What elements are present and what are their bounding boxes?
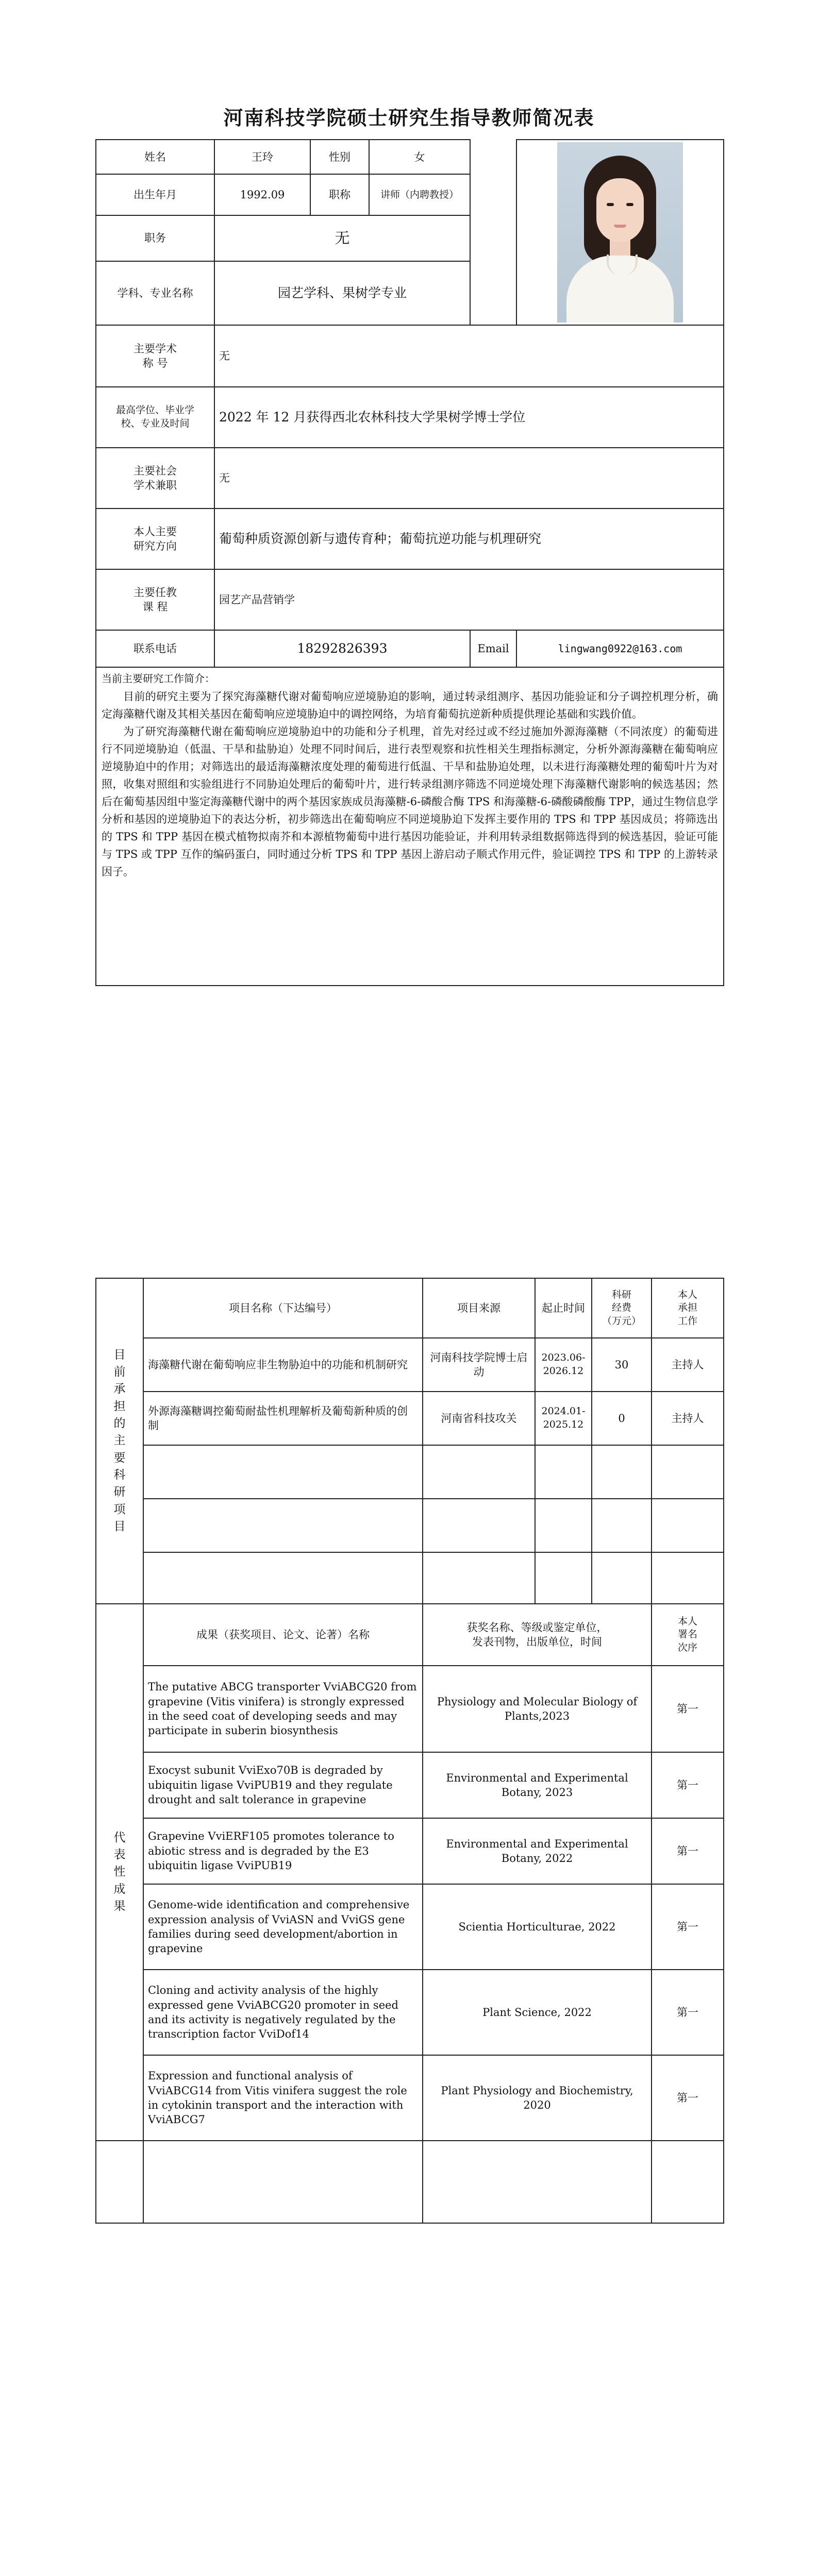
achievement-name: Cloning and activity analysis of the highly expressed gene VviABCG20 promoter in seed and its activity is negatively regulated by the transcription factor VviDof14 [143,1970,423,2055]
degree-label: 最高学位、毕业学 校、专业及时间 [96,387,214,448]
projects-col-period: 起止时间 [535,1278,592,1338]
title-value: 讲师（内聘教授） [369,174,470,215]
work-paragraph: 目前的研究主要为了探究海藻糖代谢对葡萄响应逆境胁迫的影响，通过转录组测序、基因功能验证和分子调控机理分析，确定海藻糖代谢及其相关基因在葡萄响应逆境胁迫中的调控网络，为培育葡萄抗逆新种质提供理论基础和实践价值。 [102,690,718,721]
project-period: 2023.06-2026.12 [535,1338,592,1392]
research-label: 本人主要 研究方向 [96,509,214,569]
achievements-col-name: 成果（获奖项目、论文、论著）名称 [143,1604,423,1666]
phone-label: 联系电话 [96,630,214,667]
achievement-name: Exocyst subunit VviExo70B is degraded by ubiquitin ligase VviPUB19 and they regulate drought and salt tolerance in grapevine [143,1752,423,1818]
document-title: 河南科技学院硕士研究生指导教师简况表 [223,107,595,129]
achievement-name: Grapevine VviERF105 promotes tolerance to abiotic stress and is degraded by the E3 ubiquitin ligase VviPUB19 [143,1818,423,1884]
achievement-name: Expression and functional analysis of VviABCG14 from Vitis vinifera suggest the role in cytokinin transport and the interaction with VviABCG7 [143,2055,423,2141]
birth-value: 1992.09 [214,174,310,215]
project-source: 河南科技学院博士启动 [423,1338,535,1392]
achievement-pub: Plant Physiology and Biochemistry, 2020 [423,2055,652,2141]
name-value: 王玲 [214,140,310,174]
course-value: 园艺产品营销学 [214,569,724,630]
project-role: 主持人 [652,1392,724,1445]
birth-label: 出生年月 [96,174,214,215]
achievement-name: The putative ABCG transporter VviABCG20 from grapevine (Vitis vinifera) is strongly expressed in the seed coat of developing seeds and may participate in suberin biosynthesis [143,1666,423,1752]
project-name: 海藻糖代谢在葡萄响应非生物胁迫中的功能和机制研究 [143,1338,423,1392]
basic-info-table [95,139,724,986]
achievement-rank: 第一 [652,1752,724,1818]
academic-label: 主要学术 称 号 [96,325,214,387]
work-paragraph: 为了研究海藻糖代谢在葡萄响应逆境胁迫中的功能和分子机理，首先对经过或不经过施加外源海藻糖（不同浓度）的葡萄进行不同逆境胁迫（低温、干旱和盐胁迫）处理不同时间后，进行表型观察和抗性相关生理指标测定，分析外源海藻糖在葡萄响应逆境胁迫中的作用；对筛选出的最适海藻糖浓度处理的葡萄进行低温、干旱和盐胁迫处理，以未进行海藻糖处理的葡萄叶片为对照，收集对照组和实验组进行不同胁迫处理后的葡萄叶片，进行转录组测序筛选不同逆境处理下海藻糖代谢影响的候选基因；然后在葡萄基因组中鉴定海藻糖代谢中的两个基因家族成员海藻糖-6-磷酸合酶 TPS 和海藻糖-6-磷酸磷酸酶 TPP，通过生物信息学分析和基因的逆境胁迫下的表达分析，初步筛选出在葡萄响应不同逆境胁迫下发挥主要作用的 TPS 和 TPP 基因成员；将筛选出的 TPS 和 TPP 基因在模式植物拟南芥和本源植物葡萄中进行基因功能验证，并利用转录组数据筛选得到的候选基因，验证可能与 TPS 或 TPP 互作的编码蛋白，同时通过分析 TPS 和 TPP 基因上游启动子顺式作用元件，验证调控 TPS 和 TPP 的上游转录因子。 [102,725,718,878]
achievement-rank: 第一 [652,1818,724,1884]
project-name: 外源海藻糖调控葡萄耐盐性机理解析及葡萄新种质的创制 [143,1392,423,1445]
major-value: 园艺学科、果树学专业 [214,261,470,325]
phone-value: 18292826393 [214,630,470,667]
duty-value: 无 [214,215,470,261]
social-label: 主要社会 学术兼职 [96,448,214,509]
email-value: lingwang0922@163.com [516,630,724,667]
achievement-name: Genome-wide identification and comprehensive expression analysis of VviASN and VviGS gene families during seed development/abortion in grapevine [143,1884,423,1970]
achievements-empty-cell [96,2141,143,2223]
projects-col-source: 项目来源 [423,1278,535,1338]
achievement-pub: Environmental and Experimental Botany, 2023 [423,1752,652,1818]
project-period: 2024.01-2025.12 [535,1392,592,1445]
achievement-pub: Environmental and Experimental Botany, 2022 [423,1818,652,1884]
project-empty-row [143,1552,423,1604]
achievement-rank: 第一 [652,1666,724,1752]
projects-col-funds: 科研 经费 （万元） [592,1278,652,1338]
project-empty-row [143,1445,423,1499]
work-summary [96,667,724,986]
research-value: 葡萄种质资源创新与遗传育种；葡萄抗逆功能与机理研究 [214,509,724,569]
projects-col-role: 本人 承担 工作 [652,1278,724,1338]
degree-value: 2022 年 12 月获得西北农林科技大学果树学博士学位 [214,387,724,448]
duty-label: 职务 [96,215,214,261]
achievement-rank: 第一 [652,2055,724,2141]
gender-label: 性别 [310,140,369,174]
achievement-rank: 第一 [652,1970,724,2055]
projects-side-label: 目 前 承 担 的 主 要 科 研 项 目 [96,1278,143,1604]
achievements-side-label: 代 表 性 成 果 [96,1604,143,2141]
project-source: 河南省科技攻关 [423,1392,535,1445]
project-role: 主持人 [652,1338,724,1392]
achievements-col-rank: 本人 署名 次序 [652,1604,724,1666]
name-label: 姓名 [96,140,214,174]
achievement-pub: Physiology and Molecular Biology of Plants,2023 [423,1666,652,1752]
gender-value: 女 [369,140,470,174]
blank-cell [470,140,516,174]
photo-cell [516,140,724,325]
projects-col-name: 项目名称（下达编号） [143,1278,423,1338]
achievements-col-pub: 获奖名称、等级或鉴定单位， 发表刊物，出版单位，时间 [423,1604,652,1666]
project-empty-row [143,1499,423,1552]
major-label: 学科、专业名称 [96,261,214,325]
email-label: Email [470,630,516,667]
project-funds: 0 [592,1392,652,1445]
projects-achievements-table [95,1278,724,2224]
social-value: 无 [214,448,724,509]
course-label: 主要任教 课 程 [96,569,214,630]
work-heading: 当前主要研究工作简介： [102,672,215,685]
achievement-pub: Plant Science, 2022 [423,1970,652,2055]
project-funds: 30 [592,1338,652,1392]
achievement-rank: 第一 [652,1884,724,1970]
academic-value: 无 [214,325,724,387]
title-label: 职称 [310,174,369,215]
portrait-photo [557,142,683,323]
achievement-pub: Scientia Horticulturae, 2022 [423,1884,652,1970]
